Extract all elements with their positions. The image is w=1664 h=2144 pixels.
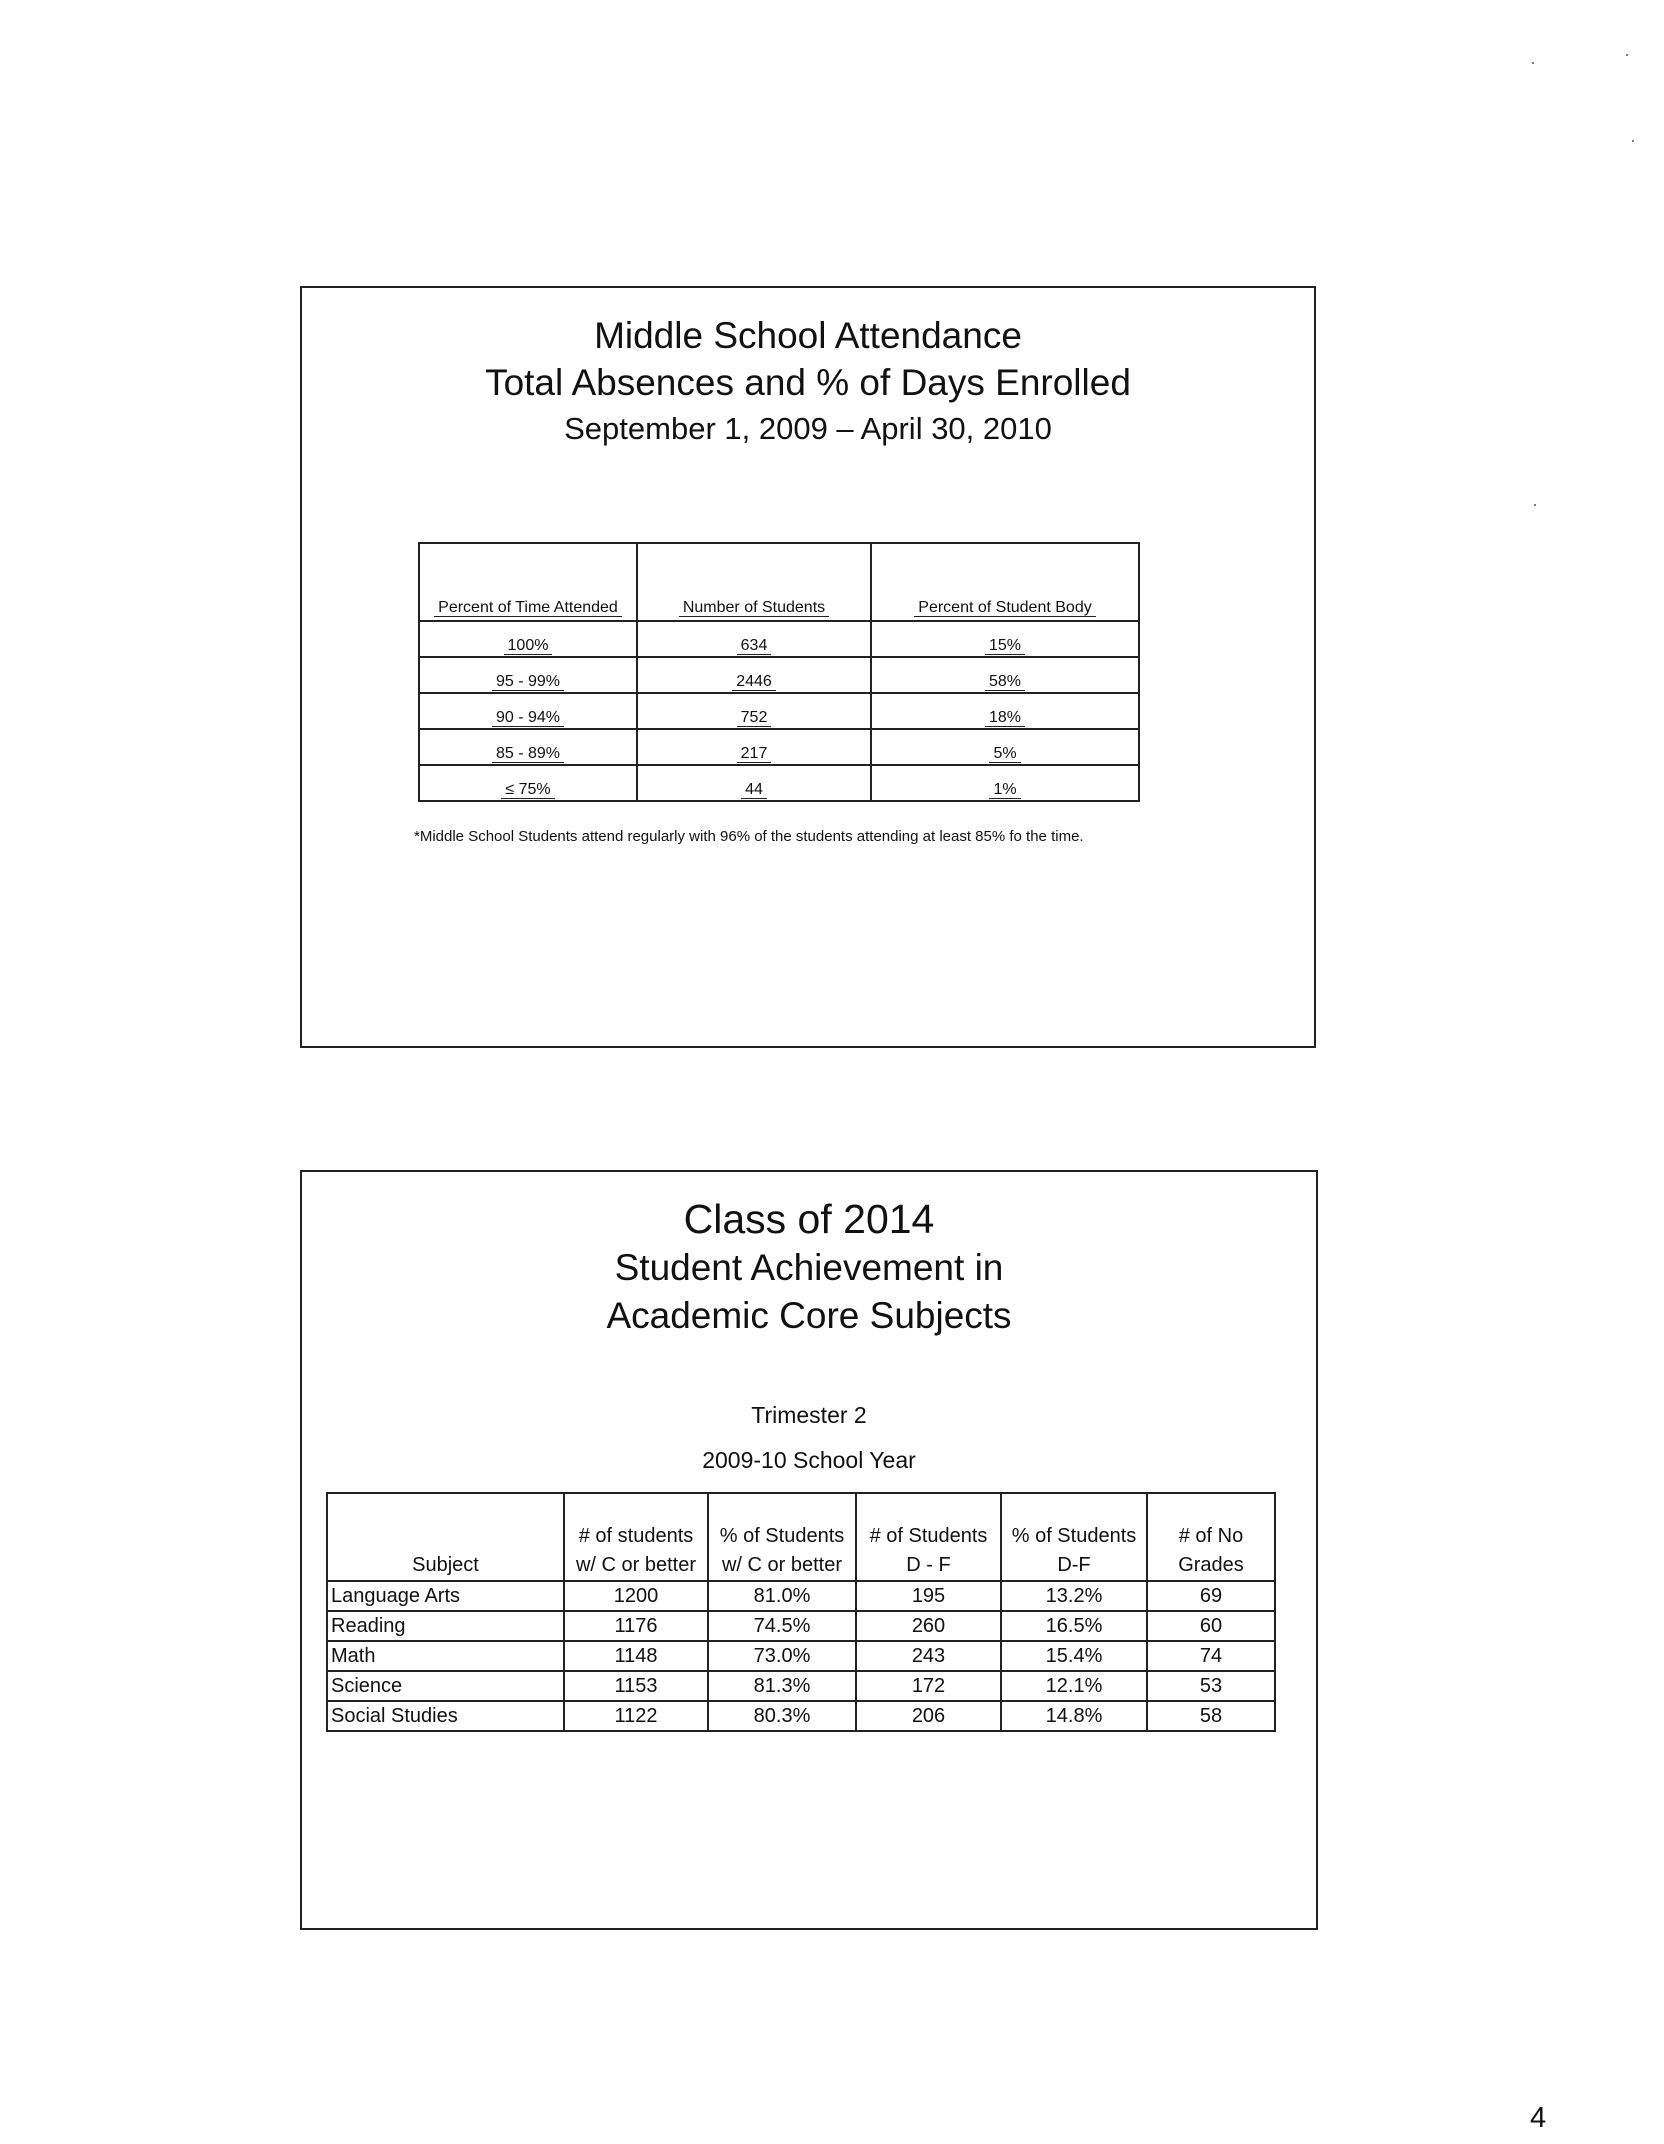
- attendance-title-block: [302, 313, 1314, 451]
- cell: 1176: [564, 1611, 708, 1641]
- cell: 74: [1147, 1641, 1275, 1671]
- cell-subject: Science: [327, 1671, 564, 1701]
- table-row: [419, 729, 1139, 765]
- cell: 206: [856, 1701, 1001, 1731]
- cell: 58%: [871, 657, 1139, 693]
- cell-subject: Math: [327, 1641, 564, 1671]
- col-header-percent-time: [419, 543, 637, 621]
- col-header-label: Number of Students: [679, 599, 829, 617]
- attendance-table-header-row: [419, 543, 1139, 621]
- cell: 90 - 94%: [419, 693, 637, 729]
- cell: 1200: [564, 1581, 708, 1611]
- achievement-term: Trimester 2: [751, 1402, 867, 1428]
- scan-speck: [1632, 140, 1634, 142]
- col-header-percent-d-f: % of Students D-F: [1001, 1493, 1147, 1581]
- col-header-no-grades: # of No Grades: [1147, 1493, 1275, 1581]
- attendance-title: Middle School Attendance: [594, 315, 1022, 356]
- cell: 1153: [564, 1671, 708, 1701]
- achievement-subtitle-line1: Student Achievement in: [614, 1247, 1004, 1288]
- col-header-percent-body: [871, 543, 1139, 621]
- attendance-footnote: *Middle School Students attend regularly with 96% of the students attending at least 85% fo the time.: [414, 828, 1084, 845]
- cell: 58: [1147, 1701, 1275, 1731]
- table-row: [419, 657, 1139, 693]
- cell: 69: [1147, 1581, 1275, 1611]
- col-header-label: Percent of Time Attended: [434, 599, 622, 617]
- cell: 13.2%: [1001, 1581, 1147, 1611]
- cell: 1%: [871, 765, 1139, 801]
- cell: 80.3%: [708, 1701, 856, 1731]
- table-row: [327, 1701, 1275, 1731]
- col-header-count-d-f: # of Students D - F: [856, 1493, 1001, 1581]
- cell: 85 - 89%: [419, 729, 637, 765]
- cell: 73.0%: [708, 1641, 856, 1671]
- col-header-percent-c-or-better: % of Students w/ C or better: [708, 1493, 856, 1581]
- cell: 16.5%: [1001, 1611, 1147, 1641]
- cell: 12.1%: [1001, 1671, 1147, 1701]
- achievement-table-header-row: [327, 1493, 1275, 1581]
- attendance-subtitle: Total Absences and % of Days Enrolled: [485, 362, 1131, 403]
- cell: 60: [1147, 1611, 1275, 1641]
- col-header-count-c-or-better: # of students w/ C or better: [564, 1493, 708, 1581]
- table-row: [327, 1641, 1275, 1671]
- cell: 260: [856, 1611, 1001, 1641]
- table-row: [419, 621, 1139, 657]
- page-number: 4: [1530, 2102, 1547, 2134]
- table-row: [327, 1581, 1275, 1611]
- cell-subject: Reading: [327, 1611, 564, 1641]
- cell: 81.0%: [708, 1581, 856, 1611]
- cell-subject: Social Studies: [327, 1701, 564, 1731]
- cell: 752: [637, 693, 871, 729]
- cell: 53: [1147, 1671, 1275, 1701]
- attendance-slide: [300, 286, 1316, 1048]
- cell: 14.8%: [1001, 1701, 1147, 1731]
- achievement-subtitle-line2: Academic Core Subjects: [606, 1295, 1012, 1336]
- attendance-table: [418, 542, 1140, 802]
- scan-speck: [1534, 504, 1536, 506]
- achievement-table: [326, 1492, 1276, 1732]
- table-row: [327, 1671, 1275, 1701]
- cell: 15.4%: [1001, 1641, 1147, 1671]
- cell: 2446: [637, 657, 871, 693]
- table-row: [419, 765, 1139, 801]
- table-row: [327, 1611, 1275, 1641]
- cell: 81.3%: [708, 1671, 856, 1701]
- cell-subject: Language Arts: [327, 1581, 564, 1611]
- cell: 95 - 99%: [419, 657, 637, 693]
- achievement-title-block: [302, 1194, 1316, 1340]
- achievement-school-year: 2009-10 School Year: [702, 1447, 916, 1473]
- col-header-subject: Subject: [327, 1493, 564, 1581]
- cell: 100%: [419, 621, 637, 657]
- scan-speck: [1532, 62, 1534, 64]
- col-header-label: Percent of Student Body: [914, 599, 1095, 617]
- cell: 15%: [871, 621, 1139, 657]
- cell: 5%: [871, 729, 1139, 765]
- cell: 634: [637, 621, 871, 657]
- cell: 195: [856, 1581, 1001, 1611]
- achievement-title: Class of 2014: [683, 1196, 935, 1242]
- cell: 44: [637, 765, 871, 801]
- cell: 74.5%: [708, 1611, 856, 1641]
- cell: 18%: [871, 693, 1139, 729]
- table-row: [419, 693, 1139, 729]
- cell: 1148: [564, 1641, 708, 1671]
- cell: 243: [856, 1641, 1001, 1671]
- cell: 1122: [564, 1701, 708, 1731]
- achievement-slide: [300, 1170, 1318, 1930]
- scan-speck: [1626, 54, 1628, 56]
- col-header-number-students: [637, 543, 871, 621]
- cell: 217: [637, 729, 871, 765]
- cell: 172: [856, 1671, 1001, 1701]
- attendance-date-range: September 1, 2009 – April 30, 2010: [564, 411, 1052, 446]
- cell: ≤ 75%: [419, 765, 637, 801]
